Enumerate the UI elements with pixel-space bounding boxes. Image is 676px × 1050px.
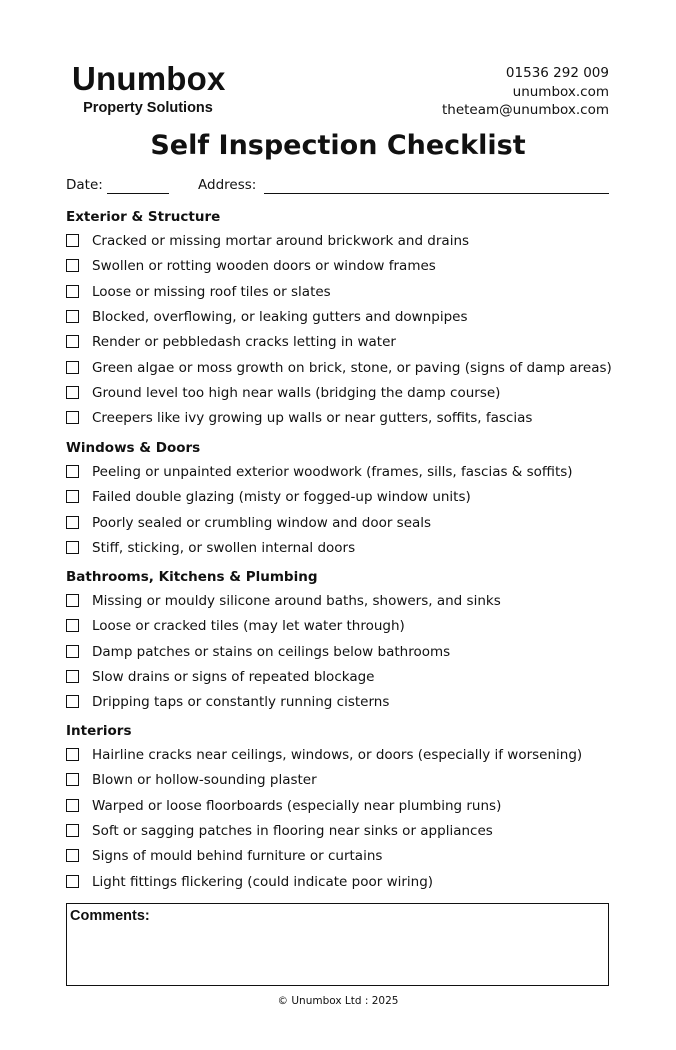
footer-copyright: © Unumbox Ltd : 2025 <box>277 995 399 1007</box>
checklist-item <box>66 309 626 327</box>
checklist-item <box>66 540 626 558</box>
checkbox[interactable] <box>66 748 79 761</box>
checklist-item <box>66 874 626 892</box>
comments-box[interactable] <box>66 903 609 986</box>
checklist-item-label: Stiff, sticking, or swollen internal doors <box>92 540 356 556</box>
checkbox[interactable] <box>66 310 79 323</box>
checklist-item-label: Signs of mould behind furniture or curtains <box>92 848 383 864</box>
date-field[interactable] <box>107 193 169 194</box>
checklist-item-label: Dripping taps or constantly running cisterns <box>92 694 390 710</box>
checkbox[interactable] <box>66 670 79 683</box>
checkbox[interactable] <box>66 695 79 708</box>
checklist-item-label: Poorly sealed or crumbling window and door seals <box>92 515 432 531</box>
checkbox[interactable] <box>66 285 79 298</box>
contact-email: theteam@unumbox.com <box>441 102 609 118</box>
checkbox[interactable] <box>66 361 79 374</box>
checkbox[interactable] <box>66 849 79 862</box>
checklist-item-label: Render or pebbledash cracks letting in water <box>92 334 396 350</box>
checklist-item <box>66 747 626 765</box>
checklist-item-label: Failed double glazing (misty or fogged-up window units) <box>92 489 471 505</box>
address-field[interactable] <box>264 193 609 194</box>
checklist-item-label: Hairline cracks near ceilings, windows, or doors (especially if worsening) <box>92 747 583 763</box>
brand-tagline: Property Solutions <box>83 100 213 116</box>
checklist-item-label: Ground level too high near walls (bridging the damp course) <box>92 385 501 401</box>
brand-block <box>72 60 224 117</box>
section-heading: Windows & Doors <box>66 440 201 456</box>
checklist-item <box>66 410 626 428</box>
checklist-item-label: Missing or mouldy silicone around baths, showers, and sinks <box>92 593 501 609</box>
checklist-item-label: Slow drains or signs of repeated blockage <box>92 669 375 685</box>
checkbox[interactable] <box>66 234 79 247</box>
checkbox[interactable] <box>66 875 79 888</box>
checklist-item-label: Loose or missing roof tiles or slates <box>92 284 331 300</box>
checklist-item <box>66 515 626 533</box>
checklist-item <box>66 772 626 790</box>
checklist-item <box>66 669 626 687</box>
checklist-item <box>66 258 626 276</box>
checkbox[interactable] <box>66 824 79 837</box>
checkbox[interactable] <box>66 259 79 272</box>
checklist-item-label: Creepers like ivy growing up walls or near gutters, soffits, fascias <box>92 410 533 426</box>
checklist-item <box>66 385 626 403</box>
checklist-item <box>66 284 626 302</box>
checklist-item-label: Soft or sagging patches in flooring near sinks or appliances <box>92 823 493 839</box>
checklist-item <box>66 489 626 507</box>
checklist-item <box>66 644 626 662</box>
checklist-item-label: Warped or loose floorboards (especially near plumbing runs) <box>92 798 502 814</box>
checklist-item <box>66 233 626 251</box>
address-label: Address: <box>198 177 257 193</box>
checkbox[interactable] <box>66 411 79 424</box>
date-label: Date: <box>66 177 103 193</box>
section-heading: Interiors <box>66 723 132 739</box>
checkbox[interactable] <box>66 541 79 554</box>
checklist-item <box>66 798 626 816</box>
checkbox[interactable] <box>66 645 79 658</box>
section-heading: Exterior & Structure <box>66 209 221 225</box>
checklist-item-label: Swollen or rotting wooden doors or window frames <box>92 258 436 274</box>
checklist-item <box>66 823 626 841</box>
checkbox[interactable] <box>66 465 79 478</box>
checkbox[interactable] <box>66 335 79 348</box>
checkbox[interactable] <box>66 799 79 812</box>
checkbox[interactable] <box>66 594 79 607</box>
form-meta-row <box>66 176 609 196</box>
checklist-item-label: Loose or cracked tiles (may let water through) <box>92 618 405 634</box>
checklist-item <box>66 618 626 636</box>
contact-block <box>442 64 609 120</box>
checklist-item <box>66 334 626 352</box>
comments-label: Comments: <box>70 908 150 924</box>
checklist-item-label: Green algae or moss growth on brick, stone, or paving (signs of damp areas) <box>92 360 612 376</box>
checkbox[interactable] <box>66 773 79 786</box>
checklist-item <box>66 848 626 866</box>
checklist-item-label: Peeling or unpainted exterior woodwork (frames, sills, fascias & soffits) <box>92 464 573 480</box>
page-title: Self Inspection Checklist <box>150 130 526 161</box>
contact-phone: 01536 292 009 <box>505 65 609 81</box>
checklist-item-label: Damp patches or stains on ceilings below bathrooms <box>92 644 451 660</box>
checklist-item <box>66 593 626 611</box>
checkbox[interactable] <box>66 516 79 529</box>
checklist-item-label: Light fittings flickering (could indicate poor wiring) <box>92 874 434 890</box>
contact-website: unumbox.com <box>512 83 609 100</box>
checklist-item <box>66 694 626 712</box>
checkbox[interactable] <box>66 386 79 399</box>
checklist-item <box>66 464 626 482</box>
checklist-item <box>66 360 626 378</box>
checkbox[interactable] <box>66 490 79 503</box>
checkbox[interactable] <box>66 619 79 632</box>
checklist-item-label: Cracked or missing mortar around brickwork and drains <box>92 233 470 249</box>
section-heading: Bathrooms, Kitchens & Plumbing <box>66 569 318 585</box>
brand-name: Unumbox <box>72 60 226 97</box>
checklist-item-label: Blocked, overflowing, or leaking gutters and downpipes <box>92 309 468 325</box>
checklist-item-label: Blown or hollow-sounding plaster <box>92 772 317 788</box>
